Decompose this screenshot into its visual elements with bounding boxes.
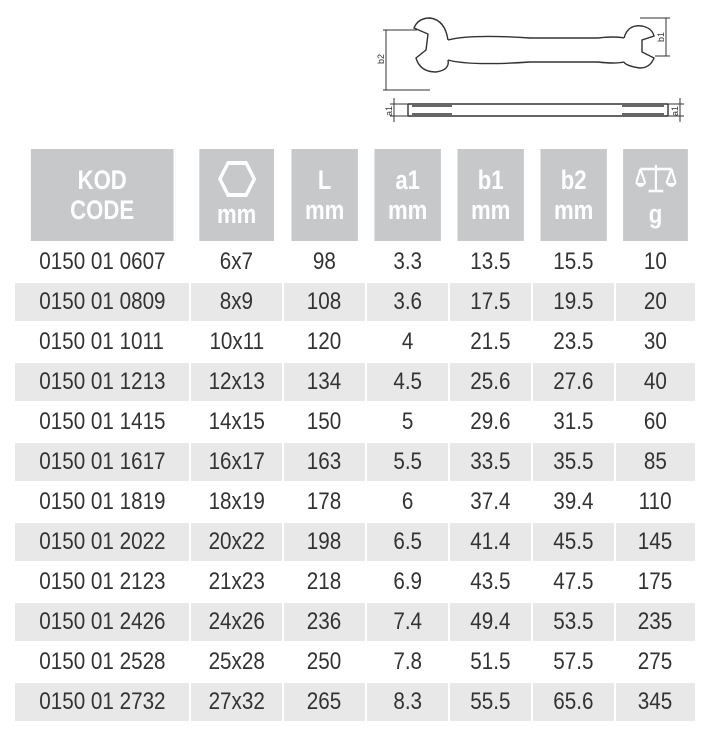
cell-size-value: 18x19 xyxy=(208,488,265,515)
cell-code xyxy=(15,561,191,601)
cell-code-value: 0150 01 1819 xyxy=(38,488,166,515)
cell-a1 xyxy=(367,281,450,321)
cell-b1 xyxy=(450,441,533,481)
cell-b2-value: 47.5 xyxy=(553,568,594,595)
cell-size xyxy=(191,601,284,641)
cell-weight xyxy=(616,601,695,641)
cell-b1-value: 33.5 xyxy=(470,448,511,475)
dim-a1-right-label: a1 xyxy=(670,105,680,116)
cell-b1-value: 21.5 xyxy=(470,328,511,355)
table-row xyxy=(15,321,695,361)
cell-b1 xyxy=(450,601,533,641)
cell-size xyxy=(191,561,284,601)
cell-length xyxy=(284,601,367,641)
cell-weight xyxy=(616,481,695,521)
cell-code xyxy=(15,401,191,441)
cell-size-value: 20x22 xyxy=(208,528,265,555)
cell-weight-value: 275 xyxy=(638,648,673,675)
header-size xyxy=(199,149,275,241)
cell-b2 xyxy=(533,241,616,281)
cell-size xyxy=(191,281,284,321)
header-b2-line1: b2 xyxy=(560,165,587,195)
cell-b1-value: 17.5 xyxy=(470,288,511,315)
cell-a1-value: 6.9 xyxy=(393,568,422,595)
cell-a1 xyxy=(367,481,450,521)
cell-a1 xyxy=(367,441,450,481)
cell-a1 xyxy=(367,361,450,401)
header-size-unit: mm xyxy=(216,199,257,229)
cell-b2 xyxy=(533,281,616,321)
wrench-drawing xyxy=(0,0,709,145)
cell-weight xyxy=(616,361,695,401)
cell-code-value: 0150 01 2022 xyxy=(38,528,166,555)
cell-code-value: 0150 01 1213 xyxy=(38,368,166,395)
table-row xyxy=(15,281,695,321)
cell-size xyxy=(191,401,284,441)
header-b1 xyxy=(457,149,525,241)
cell-length xyxy=(284,561,367,601)
cell-code xyxy=(15,281,191,321)
cell-code xyxy=(15,521,191,561)
cell-weight-value: 345 xyxy=(638,688,673,715)
cell-a1-value: 4.5 xyxy=(393,368,422,395)
cell-code xyxy=(15,681,191,721)
cell-length-value: 198 xyxy=(307,528,342,555)
table-row xyxy=(15,481,695,521)
cell-weight-value: 110 xyxy=(639,488,672,515)
table-row xyxy=(15,601,695,641)
cell-a1-value: 4 xyxy=(401,328,414,355)
cell-length-value: 218 xyxy=(307,568,342,595)
cell-code xyxy=(15,361,191,401)
cell-length xyxy=(284,281,367,321)
cell-weight xyxy=(616,401,695,441)
cell-b2-value: 27.6 xyxy=(553,368,594,395)
cell-code-value: 0150 01 2123 xyxy=(38,568,166,595)
cell-b2-value: 57.5 xyxy=(553,648,594,675)
cell-size xyxy=(191,481,284,521)
cell-b1 xyxy=(450,481,533,521)
header-code-line2: CODE xyxy=(70,195,135,225)
cell-b2 xyxy=(533,681,616,721)
cell-b1 xyxy=(450,681,533,721)
cell-weight-value: 30 xyxy=(644,328,667,355)
cell-a1 xyxy=(367,561,450,601)
cell-length xyxy=(284,321,367,361)
cell-size xyxy=(191,641,284,681)
cell-b2-value: 39.4 xyxy=(553,488,594,515)
cell-weight xyxy=(616,281,695,321)
wrench-handle-outline xyxy=(448,36,624,63)
cell-b2 xyxy=(533,601,616,641)
cell-weight-value: 145 xyxy=(638,528,673,555)
cell-b2 xyxy=(533,641,616,681)
cell-b1-value: 51.5 xyxy=(470,648,511,675)
cell-size xyxy=(191,521,284,561)
cell-code-value: 0150 01 0809 xyxy=(38,288,166,315)
cell-size-value: 6x7 xyxy=(219,248,254,275)
cell-b1 xyxy=(450,281,533,321)
table-row xyxy=(15,681,695,721)
cell-b2 xyxy=(533,401,616,441)
cell-b2 xyxy=(533,441,616,481)
cell-b1 xyxy=(450,321,533,361)
header-a1 xyxy=(374,149,442,241)
cell-weight xyxy=(616,441,695,481)
cell-b1-value: 43.5 xyxy=(470,568,511,595)
header-length-line1: L xyxy=(317,165,332,195)
cell-length-value: 163 xyxy=(307,448,342,475)
cell-length xyxy=(284,441,367,481)
cell-b1 xyxy=(450,641,533,681)
cell-b2 xyxy=(533,361,616,401)
dim-a1-left-label: a1 xyxy=(384,105,394,116)
wrench-spec-table xyxy=(15,149,695,721)
header-a1-unit: mm xyxy=(387,195,428,225)
cell-b1-value: 29.6 xyxy=(470,408,511,435)
cell-code xyxy=(15,601,191,641)
cell-a1-value: 5 xyxy=(401,408,414,435)
cell-weight xyxy=(616,321,695,361)
cell-a1 xyxy=(367,401,450,441)
cell-b2-value: 45.5 xyxy=(553,528,594,555)
cell-code xyxy=(15,241,191,281)
header-a1-line1: a1 xyxy=(395,165,420,195)
cell-weight xyxy=(616,241,695,281)
cell-b2 xyxy=(533,521,616,561)
table-row xyxy=(15,521,695,561)
cell-a1 xyxy=(367,241,450,281)
cell-b1 xyxy=(450,361,533,401)
cell-weight xyxy=(616,641,695,681)
cell-code-value: 0150 01 2732 xyxy=(38,688,166,715)
cell-length-value: 150 xyxy=(307,408,342,435)
cell-a1-value: 7.8 xyxy=(393,648,422,675)
cell-size-value: 10x11 xyxy=(209,328,264,355)
cell-length-value: 236 xyxy=(307,608,342,635)
cell-length-value: 178 xyxy=(307,488,342,515)
cell-b2-value: 31.5 xyxy=(553,408,594,435)
cell-size-value: 24x26 xyxy=(208,608,265,635)
cell-b1-value: 49.4 xyxy=(470,608,511,635)
cell-code-value: 0150 01 1617 xyxy=(38,448,166,475)
cell-size-value: 12x13 xyxy=(208,368,265,395)
cell-b2-value: 65.6 xyxy=(553,688,594,715)
cell-length xyxy=(284,681,367,721)
cell-length-value: 134 xyxy=(307,368,342,395)
cell-b2 xyxy=(533,561,616,601)
cell-weight-value: 85 xyxy=(644,448,667,475)
cell-code-value: 0150 01 1011 xyxy=(39,328,165,355)
wrench-right-head xyxy=(624,26,654,68)
cell-length-value: 108 xyxy=(307,288,342,315)
cell-weight-value: 40 xyxy=(644,368,667,395)
cell-weight-value: 10 xyxy=(644,248,667,275)
cell-size xyxy=(191,441,284,481)
table-body xyxy=(15,241,695,721)
cell-length-value: 120 xyxy=(307,328,342,355)
cell-weight-value: 235 xyxy=(638,608,673,635)
cell-b1-value: 25.6 xyxy=(470,368,511,395)
cell-length xyxy=(284,361,367,401)
cell-b1 xyxy=(450,401,533,441)
table-row xyxy=(15,361,695,401)
header-b2 xyxy=(540,149,608,241)
cell-b2-value: 53.5 xyxy=(553,608,594,635)
cell-a1 xyxy=(367,521,450,561)
dim-b2-label: b2 xyxy=(376,53,386,64)
cell-a1-value: 6 xyxy=(401,488,414,515)
cell-length-value: 265 xyxy=(307,688,342,715)
cell-code xyxy=(15,641,191,681)
cell-size-value: 14x15 xyxy=(208,408,265,435)
cell-b2-value: 15.5 xyxy=(553,248,594,275)
cell-size-value: 8x9 xyxy=(219,288,254,315)
cell-code xyxy=(15,481,191,521)
cell-code-value: 0150 01 1415 xyxy=(38,408,166,435)
cell-code-value: 0150 01 2528 xyxy=(38,648,166,675)
cell-size-value: 27x32 xyxy=(208,688,265,715)
header-code-line1: KOD xyxy=(77,165,127,195)
cell-b1-value: 37.4 xyxy=(470,488,511,515)
cell-a1-value: 8.3 xyxy=(393,688,422,715)
cell-size-value: 25x28 xyxy=(208,648,265,675)
cell-length-value: 250 xyxy=(307,648,342,675)
cell-b2-value: 35.5 xyxy=(553,448,594,475)
cell-a1-value: 7.4 xyxy=(393,608,422,635)
cell-b1-value: 55.5 xyxy=(470,688,511,715)
header-weight xyxy=(623,149,688,241)
header-b2-unit: mm xyxy=(553,195,594,225)
header-weight-unit: g xyxy=(648,199,663,229)
cell-a1 xyxy=(367,601,450,641)
cell-length xyxy=(284,521,367,561)
cell-weight xyxy=(616,561,695,601)
cell-size xyxy=(191,361,284,401)
cell-b1-value: 41.4 xyxy=(470,528,511,555)
cell-weight xyxy=(616,521,695,561)
cell-code-value: 0150 01 2426 xyxy=(38,608,166,635)
cell-code xyxy=(15,321,191,361)
table-row xyxy=(15,401,695,441)
cell-b2-value: 19.5 xyxy=(553,288,594,315)
cell-a1-value: 3.3 xyxy=(393,248,422,275)
cell-weight-value: 175 xyxy=(638,568,673,595)
table-header-row xyxy=(15,149,695,241)
wrench-left-head xyxy=(414,18,448,72)
cell-length xyxy=(284,241,367,281)
cell-b2 xyxy=(533,321,616,361)
cell-size-value: 16x17 xyxy=(208,448,265,475)
header-length-unit: mm xyxy=(304,195,345,225)
cell-code-value: 0150 01 0607 xyxy=(38,248,166,275)
cell-length xyxy=(284,641,367,681)
cell-weight-value: 20 xyxy=(644,288,667,315)
cell-b1-value: 13.5 xyxy=(470,248,511,275)
cell-b2 xyxy=(533,481,616,521)
cell-a1 xyxy=(367,681,450,721)
table-row xyxy=(15,441,695,481)
cell-a1-value: 5.5 xyxy=(393,448,422,475)
cell-weight-value: 60 xyxy=(644,408,667,435)
cell-b2-value: 23.5 xyxy=(553,328,594,355)
cell-size xyxy=(191,321,284,361)
table-row xyxy=(15,641,695,681)
cell-b1 xyxy=(450,241,533,281)
header-b1-unit: mm xyxy=(470,195,511,225)
cell-a1 xyxy=(367,321,450,361)
cell-weight xyxy=(616,681,695,721)
cell-a1 xyxy=(367,641,450,681)
cell-code xyxy=(15,441,191,481)
dim-b2-line xyxy=(383,30,430,90)
wrench-side-view xyxy=(408,104,668,116)
dim-b1-label: b1 xyxy=(656,31,666,42)
cell-b1 xyxy=(450,521,533,561)
cell-size-value: 21x23 xyxy=(208,568,265,595)
header-length xyxy=(291,149,359,241)
table-row xyxy=(15,241,695,281)
hexagon-icon xyxy=(218,161,256,197)
scale-icon xyxy=(635,161,676,197)
cell-length-value: 98 xyxy=(313,248,336,275)
header-b1-line1: b1 xyxy=(477,165,504,195)
cell-size xyxy=(191,681,284,721)
cell-a1-value: 3.6 xyxy=(393,288,422,315)
cell-size xyxy=(191,241,284,281)
cell-length xyxy=(284,481,367,521)
table-row xyxy=(15,561,695,601)
cell-a1-value: 6.5 xyxy=(393,528,422,555)
header-code xyxy=(31,149,175,241)
cell-length xyxy=(284,401,367,441)
cell-b1 xyxy=(450,561,533,601)
